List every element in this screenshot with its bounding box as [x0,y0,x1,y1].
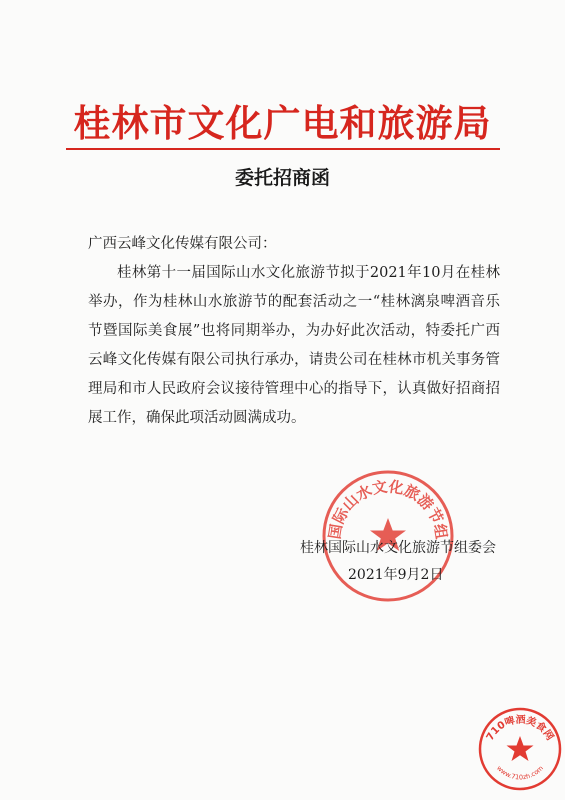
svg-text:www.710zh.com [495,764,545,781]
letter-body: 桂林第十一届国际山水文化旅游节拟于2021年10月在桂林举办，作为桂林山水旅游节的配套活动之一“桂林漓泉啤酒音乐节暨国际美食展”也将同期举办，为办好此次活动，特委托广西云峰文化传媒有限公司执行承办，请贵公司在桂林市机关事务管理局和市人民政府会议接待管理中心的指导下，认真做好招商招展工作，确保此项活动圆满成功。 [88,265,500,426]
letter-date: 2021年9月2日 [348,567,444,583]
letterhead-rule [66,148,500,150]
official-seal-icon [310,452,458,606]
letter-title: 委托招商函 [234,167,330,189]
watermark-seal-icon [477,706,563,792]
watermark-url: www.710zh.com [495,764,545,782]
letterhead-org-name: 桂林市文化广电和旅游局 [73,101,492,145]
watermark-text: 710啤酒美食网 [484,714,556,743]
svg-text:桂林国际山水文化旅游节组委会 [310,452,450,540]
watermark-star-icon [507,736,534,761]
seal-text: 桂林国际山水文化旅游节组委会 [310,452,451,541]
letter-salutation: 广西云峰文化传媒有限公司： [88,236,277,252]
signer-name: 桂林国际山水文化旅游节组委会 [300,540,496,556]
